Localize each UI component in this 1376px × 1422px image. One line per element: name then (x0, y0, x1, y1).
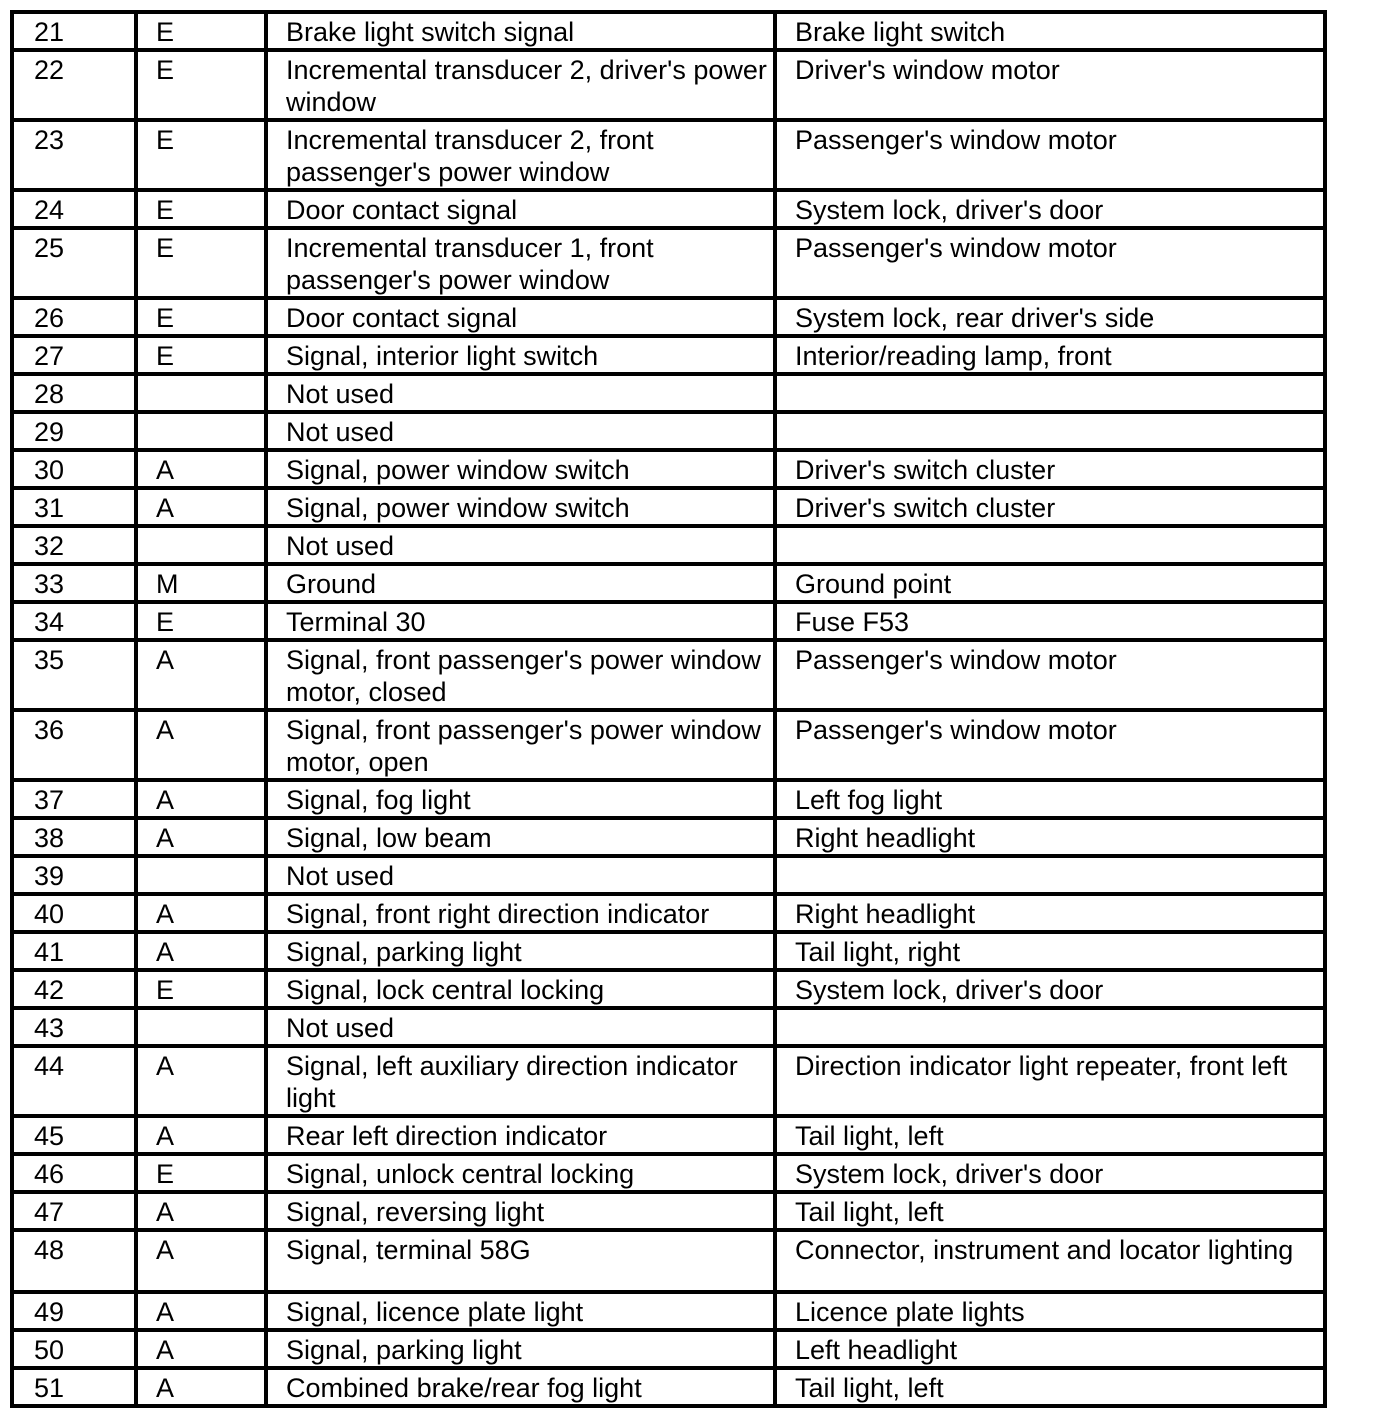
type-cell: E (136, 228, 266, 298)
pin-cell: 42 (12, 970, 136, 1008)
pin-cell: 47 (12, 1192, 136, 1230)
description-cell: Combined brake/rear fog light (266, 1368, 775, 1406)
table-row (12, 1008, 1325, 1046)
type-cell: E (136, 298, 266, 336)
type-cell: A (136, 1292, 266, 1330)
pin-cell: 26 (12, 298, 136, 336)
pin-cell: 35 (12, 640, 136, 710)
table-row (12, 818, 1325, 856)
table-row (12, 1330, 1325, 1368)
destination-cell: System lock, driver's door (775, 190, 1325, 228)
pin-cell: 44 (12, 1046, 136, 1116)
type-cell: E (136, 336, 266, 374)
type-cell: A (136, 1116, 266, 1154)
description-cell: Signal, lock central locking (266, 970, 775, 1008)
pin-cell: 46 (12, 1154, 136, 1192)
table-row (12, 190, 1325, 228)
destination-cell: Direction indicator light repeater, front left (775, 1046, 1325, 1116)
destination-cell: Right headlight (775, 894, 1325, 932)
pin-cell: 34 (12, 602, 136, 640)
description-cell: Signal, parking light (266, 1330, 775, 1368)
type-cell (136, 1008, 266, 1046)
type-cell: M (136, 564, 266, 602)
destination-cell (775, 412, 1325, 450)
description-cell: Incremental transducer 2, driver's power window (266, 50, 775, 120)
type-cell: A (136, 780, 266, 818)
table-row (12, 412, 1325, 450)
pin-cell: 38 (12, 818, 136, 856)
destination-cell: Ground point (775, 564, 1325, 602)
type-cell: E (136, 190, 266, 228)
type-cell: A (136, 1230, 266, 1292)
destination-cell: Tail light, right (775, 932, 1325, 970)
table-row (12, 1292, 1325, 1330)
destination-cell: Passenger's window motor (775, 228, 1325, 298)
destination-cell: Tail light, left (775, 1116, 1325, 1154)
table-row (12, 894, 1325, 932)
type-cell: A (136, 1330, 266, 1368)
pin-table-body (12, 12, 1325, 1406)
table-row (12, 526, 1325, 564)
type-cell: E (136, 602, 266, 640)
description-cell: Incremental transducer 1, front passenger's power window (266, 228, 775, 298)
destination-cell: Passenger's window motor (775, 710, 1325, 780)
pin-cell: 21 (12, 12, 136, 50)
table-row (12, 640, 1325, 710)
description-cell: Not used (266, 374, 775, 412)
description-cell: Signal, front right direction indicator (266, 894, 775, 932)
description-cell: Not used (266, 856, 775, 894)
destination-cell: Passenger's window motor (775, 640, 1325, 710)
description-cell: Not used (266, 1008, 775, 1046)
type-cell: A (136, 450, 266, 488)
type-cell: A (136, 640, 266, 710)
table-row (12, 1116, 1325, 1154)
pin-cell: 48 (12, 1230, 136, 1292)
table-row (12, 932, 1325, 970)
description-cell: Signal, terminal 58G (266, 1230, 775, 1292)
table-row (12, 1230, 1325, 1292)
description-cell: Signal, reversing light (266, 1192, 775, 1230)
table-row (12, 602, 1325, 640)
pin-cell: 40 (12, 894, 136, 932)
destination-cell (775, 526, 1325, 564)
pin-cell: 32 (12, 526, 136, 564)
destination-cell: Tail light, left (775, 1368, 1325, 1406)
description-cell: Signal, interior light switch (266, 336, 775, 374)
pin-cell: 31 (12, 488, 136, 526)
pin-cell: 25 (12, 228, 136, 298)
pin-cell: 45 (12, 1116, 136, 1154)
table-row (12, 1154, 1325, 1192)
type-cell: E (136, 12, 266, 50)
description-cell: Door contact signal (266, 190, 775, 228)
type-cell (136, 412, 266, 450)
type-cell: A (136, 1046, 266, 1116)
pin-cell: 43 (12, 1008, 136, 1046)
destination-cell: Connector, instrument and locator lighting (775, 1230, 1325, 1292)
destination-cell: Right headlight (775, 818, 1325, 856)
description-cell: Terminal 30 (266, 602, 775, 640)
type-cell: A (136, 818, 266, 856)
type-cell: E (136, 120, 266, 190)
pin-cell: 51 (12, 1368, 136, 1406)
type-cell (136, 526, 266, 564)
table-row (12, 374, 1325, 412)
description-cell: Not used (266, 526, 775, 564)
pin-cell: 39 (12, 856, 136, 894)
type-cell: A (136, 710, 266, 780)
description-cell: Door contact signal (266, 298, 775, 336)
description-cell: Signal, power window switch (266, 488, 775, 526)
destination-cell: Fuse F53 (775, 602, 1325, 640)
pin-assignment-table (10, 10, 1327, 1408)
type-cell: E (136, 50, 266, 120)
description-cell: Signal, fog light (266, 780, 775, 818)
description-cell: Ground (266, 564, 775, 602)
description-cell: Signal, unlock central locking (266, 1154, 775, 1192)
pin-cell: 22 (12, 50, 136, 120)
pin-cell: 28 (12, 374, 136, 412)
description-cell: Incremental transducer 2, front passenger's power window (266, 120, 775, 190)
pin-cell: 41 (12, 932, 136, 970)
table-row (12, 970, 1325, 1008)
destination-cell: Licence plate lights (775, 1292, 1325, 1330)
destination-cell: Left fog light (775, 780, 1325, 818)
destination-cell: System lock, driver's door (775, 970, 1325, 1008)
pin-cell: 27 (12, 336, 136, 374)
table-row (12, 298, 1325, 336)
table-row (12, 12, 1325, 50)
description-cell: Brake light switch signal (266, 12, 775, 50)
destination-cell: Passenger's window motor (775, 120, 1325, 190)
destination-cell: System lock, rear driver's side (775, 298, 1325, 336)
type-cell: E (136, 1154, 266, 1192)
table-row (12, 564, 1325, 602)
table-row (12, 228, 1325, 298)
pin-cell: 36 (12, 710, 136, 780)
description-cell: Rear left direction indicator (266, 1116, 775, 1154)
table-row (12, 120, 1325, 190)
pin-cell: 33 (12, 564, 136, 602)
table-row (12, 450, 1325, 488)
destination-cell: Driver's window motor (775, 50, 1325, 120)
table-row (12, 1368, 1325, 1406)
type-cell: A (136, 1368, 266, 1406)
destination-cell: Left headlight (775, 1330, 1325, 1368)
destination-cell: Brake light switch (775, 12, 1325, 50)
description-cell: Signal, licence plate light (266, 1292, 775, 1330)
table-row (12, 856, 1325, 894)
description-cell: Signal, power window switch (266, 450, 775, 488)
destination-cell: Driver's switch cluster (775, 488, 1325, 526)
type-cell: A (136, 488, 266, 526)
table-row (12, 336, 1325, 374)
description-cell: Signal, left auxiliary direction indicator light (266, 1046, 775, 1116)
description-cell: Signal, front passenger's power window motor, open (266, 710, 775, 780)
table-row (12, 780, 1325, 818)
description-cell: Not used (266, 412, 775, 450)
description-cell: Signal, front passenger's power window motor, closed (266, 640, 775, 710)
description-cell: Signal, low beam (266, 818, 775, 856)
pin-cell: 29 (12, 412, 136, 450)
table-row (12, 488, 1325, 526)
type-cell (136, 856, 266, 894)
description-cell: Signal, parking light (266, 932, 775, 970)
destination-cell (775, 856, 1325, 894)
table-row (12, 710, 1325, 780)
type-cell: A (136, 1192, 266, 1230)
destination-cell (775, 1008, 1325, 1046)
type-cell: E (136, 970, 266, 1008)
pin-cell: 49 (12, 1292, 136, 1330)
type-cell: A (136, 932, 266, 970)
table-row (12, 1046, 1325, 1116)
table-row (12, 1192, 1325, 1230)
pin-cell: 37 (12, 780, 136, 818)
pin-cell: 50 (12, 1330, 136, 1368)
pin-cell: 30 (12, 450, 136, 488)
destination-cell (775, 374, 1325, 412)
table-row (12, 50, 1325, 120)
destination-cell: Interior/reading lamp, front (775, 336, 1325, 374)
pin-cell: 23 (12, 120, 136, 190)
type-cell: A (136, 894, 266, 932)
destination-cell: System lock, driver's door (775, 1154, 1325, 1192)
destination-cell: Tail light, left (775, 1192, 1325, 1230)
pin-cell: 24 (12, 190, 136, 228)
type-cell (136, 374, 266, 412)
destination-cell: Driver's switch cluster (775, 450, 1325, 488)
